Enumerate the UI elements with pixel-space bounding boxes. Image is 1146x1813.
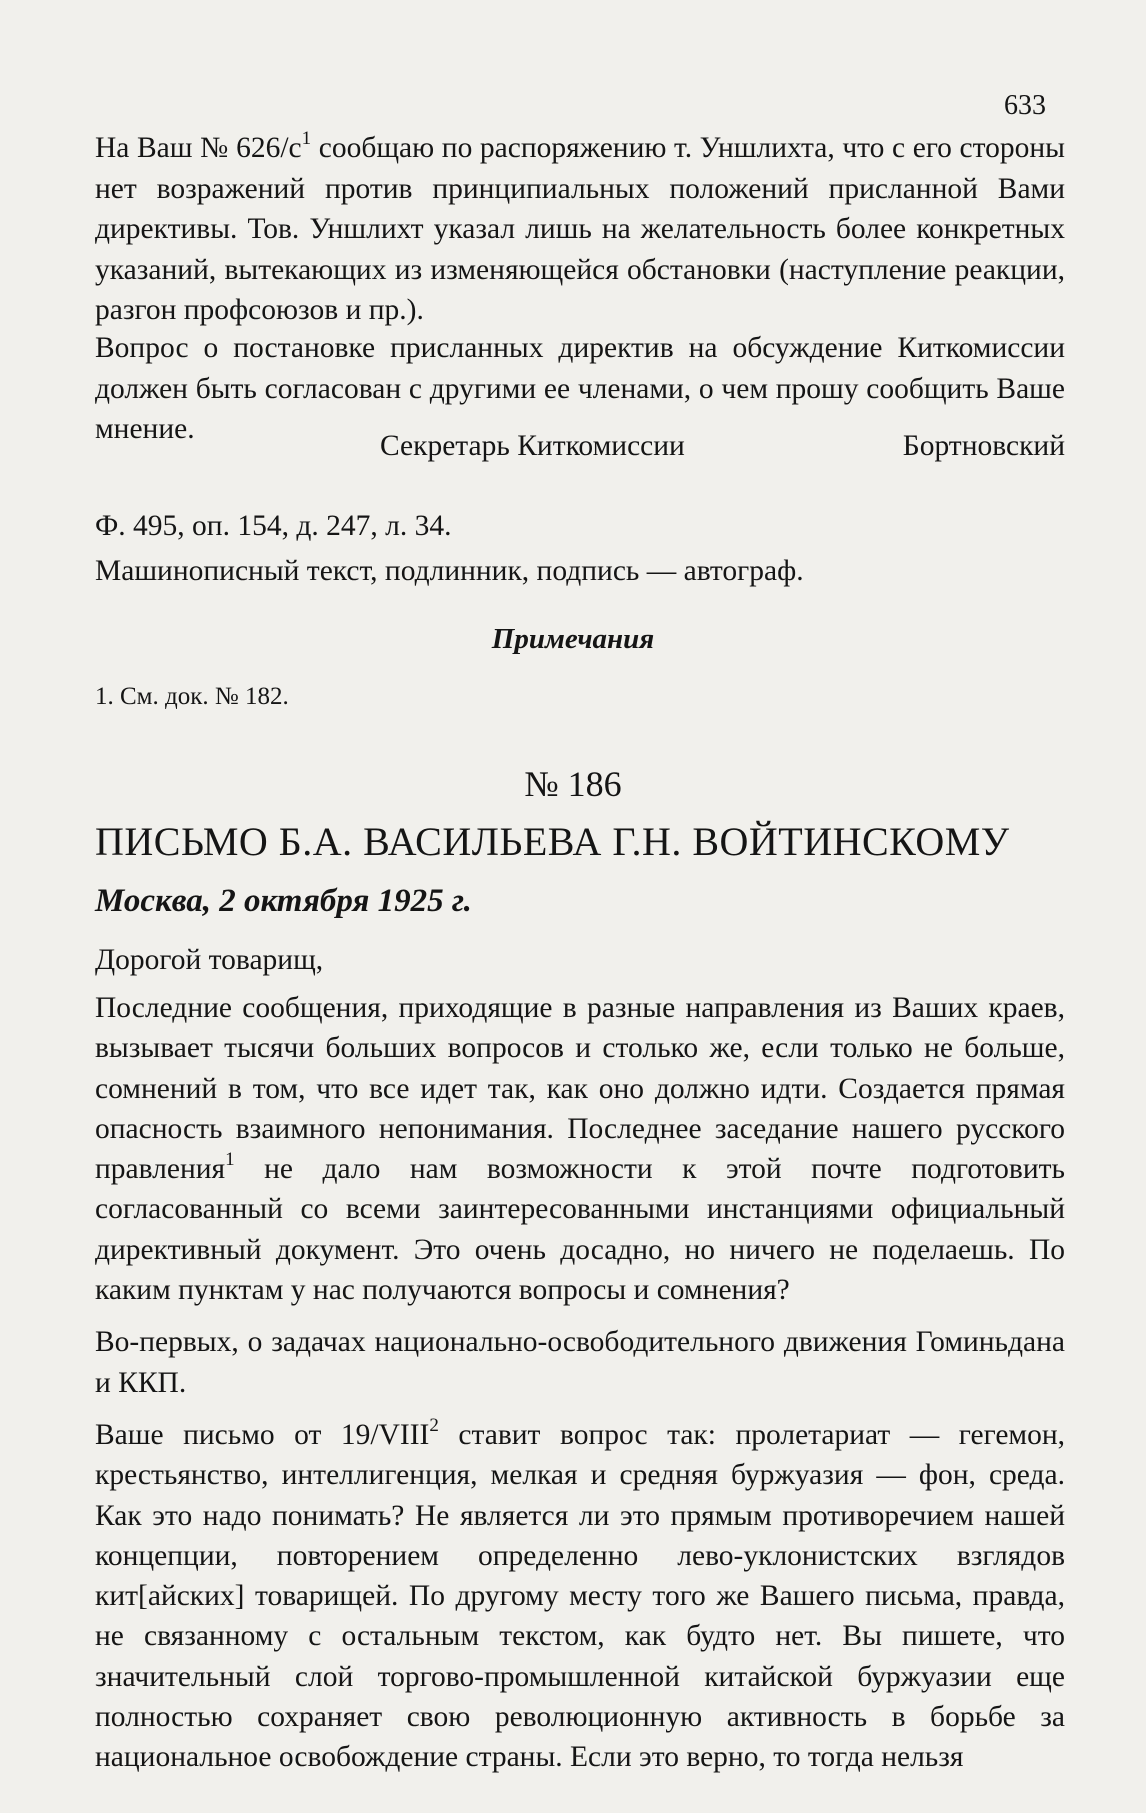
dateline: Москва, 2 октября 1925 г. bbox=[95, 883, 472, 919]
body-paragraph-3-rest: ставит вопрос так: пролетариат — гегемон, крестьянство, интеллигенция, мелкая и средняя буржуазия — фон, среда. Как это надо понимать? Не является ли это прямым противоречием нашей концепции, повторением определенно лево-уклонистских взглядов кит[айских] товарищей. По другому месту того же Вашего письма, правда, не связанному с остальным текстом, как будто нет. Вы пишете, что значительный слой торгово-промышленной китайской буржуазии еще полностью сохраняет свою революционную активность в борьбе за национальное освобождение страны. Если это верно, то тогда нельзя bbox=[95, 1418, 1065, 1774]
signature-position: Секретарь Киткомиссии bbox=[380, 430, 685, 462]
document-type: Машинописный текст, подлинник, подпись — автограф. bbox=[95, 555, 804, 587]
document-number: № 186 bbox=[524, 764, 622, 804]
body-paragraph-1-rest: не дало нам возможности к этой почте подготовить согласованный со всеми заинтересованными инстанциями официальный директивный документ. Это очень досадно, но ничего не поделаешь. По каким пунктам у нас получаются вопросы и сомнения? bbox=[95, 1153, 1065, 1307]
body-paragraph-1 bbox=[95, 988, 1065, 1310]
footnote-ref-1: 1 bbox=[301, 128, 312, 150]
footnote-ref-2: 2 bbox=[429, 1415, 439, 1437]
notes-title: Примечания bbox=[491, 623, 655, 655]
archive-reference: Ф. 495, оп. 154, д. 247, л. 34. bbox=[95, 510, 452, 542]
paragraph-1-start: На Ваш № 626/с bbox=[95, 132, 302, 164]
signature-name: Бортновский bbox=[902, 430, 1065, 462]
body-paragraph-1-start: Последние сообщения, приходящие в разные направления из Ваших краев, вызывает тысячи больших вопросов и столько же, если только не больше, сомнений в том, что все идет так, как оно должно идти. Создается прямая опасность взаимного непонимания. Последнее заседание нашего русского правления bbox=[95, 992, 1065, 1186]
document-heading: ПИСЬМО Б.А. ВАСИЛЬЕВА Г.Н. ВОЙТИНСКОМУ bbox=[95, 819, 1010, 864]
footnote-ref-1b: 1 bbox=[225, 1149, 235, 1171]
paragraph-1-rest: сообщаю по распоряжению т. Уншлихта, что с его стороны нет возражений против принципиальных положений присланной Вами директивы. Тов. Уншлихт указал лишь на желательность более конкретных указаний, вытекающих из изменяющейся обстановки (наступление реакции, разгон профсоюзов и пр.). bbox=[95, 132, 1065, 326]
body-paragraph-3-start: Ваше письмо от 19/VIII bbox=[95, 1418, 430, 1451]
paragraph-1 bbox=[95, 128, 1065, 331]
signature-line bbox=[380, 430, 1065, 463]
greeting: Дорогой товарищ, bbox=[95, 944, 324, 976]
body-paragraph-3 bbox=[95, 1415, 1065, 1778]
body-paragraph-2: Во-первых, о задачах национально-освободительного движения Гоминьдана и ККП. bbox=[95, 1326, 1065, 1399]
paragraph-2: Вопрос о постановке присланных директив на обсуждение Киткомиссии должен быть согласован с другими ее членами, о чем прошу сообщить Ваше мнение. bbox=[95, 332, 1065, 445]
page-number: 633 bbox=[1004, 90, 1046, 121]
note-1: 1. См. док. № 182. bbox=[95, 683, 289, 710]
letter-body bbox=[95, 988, 1065, 1790]
